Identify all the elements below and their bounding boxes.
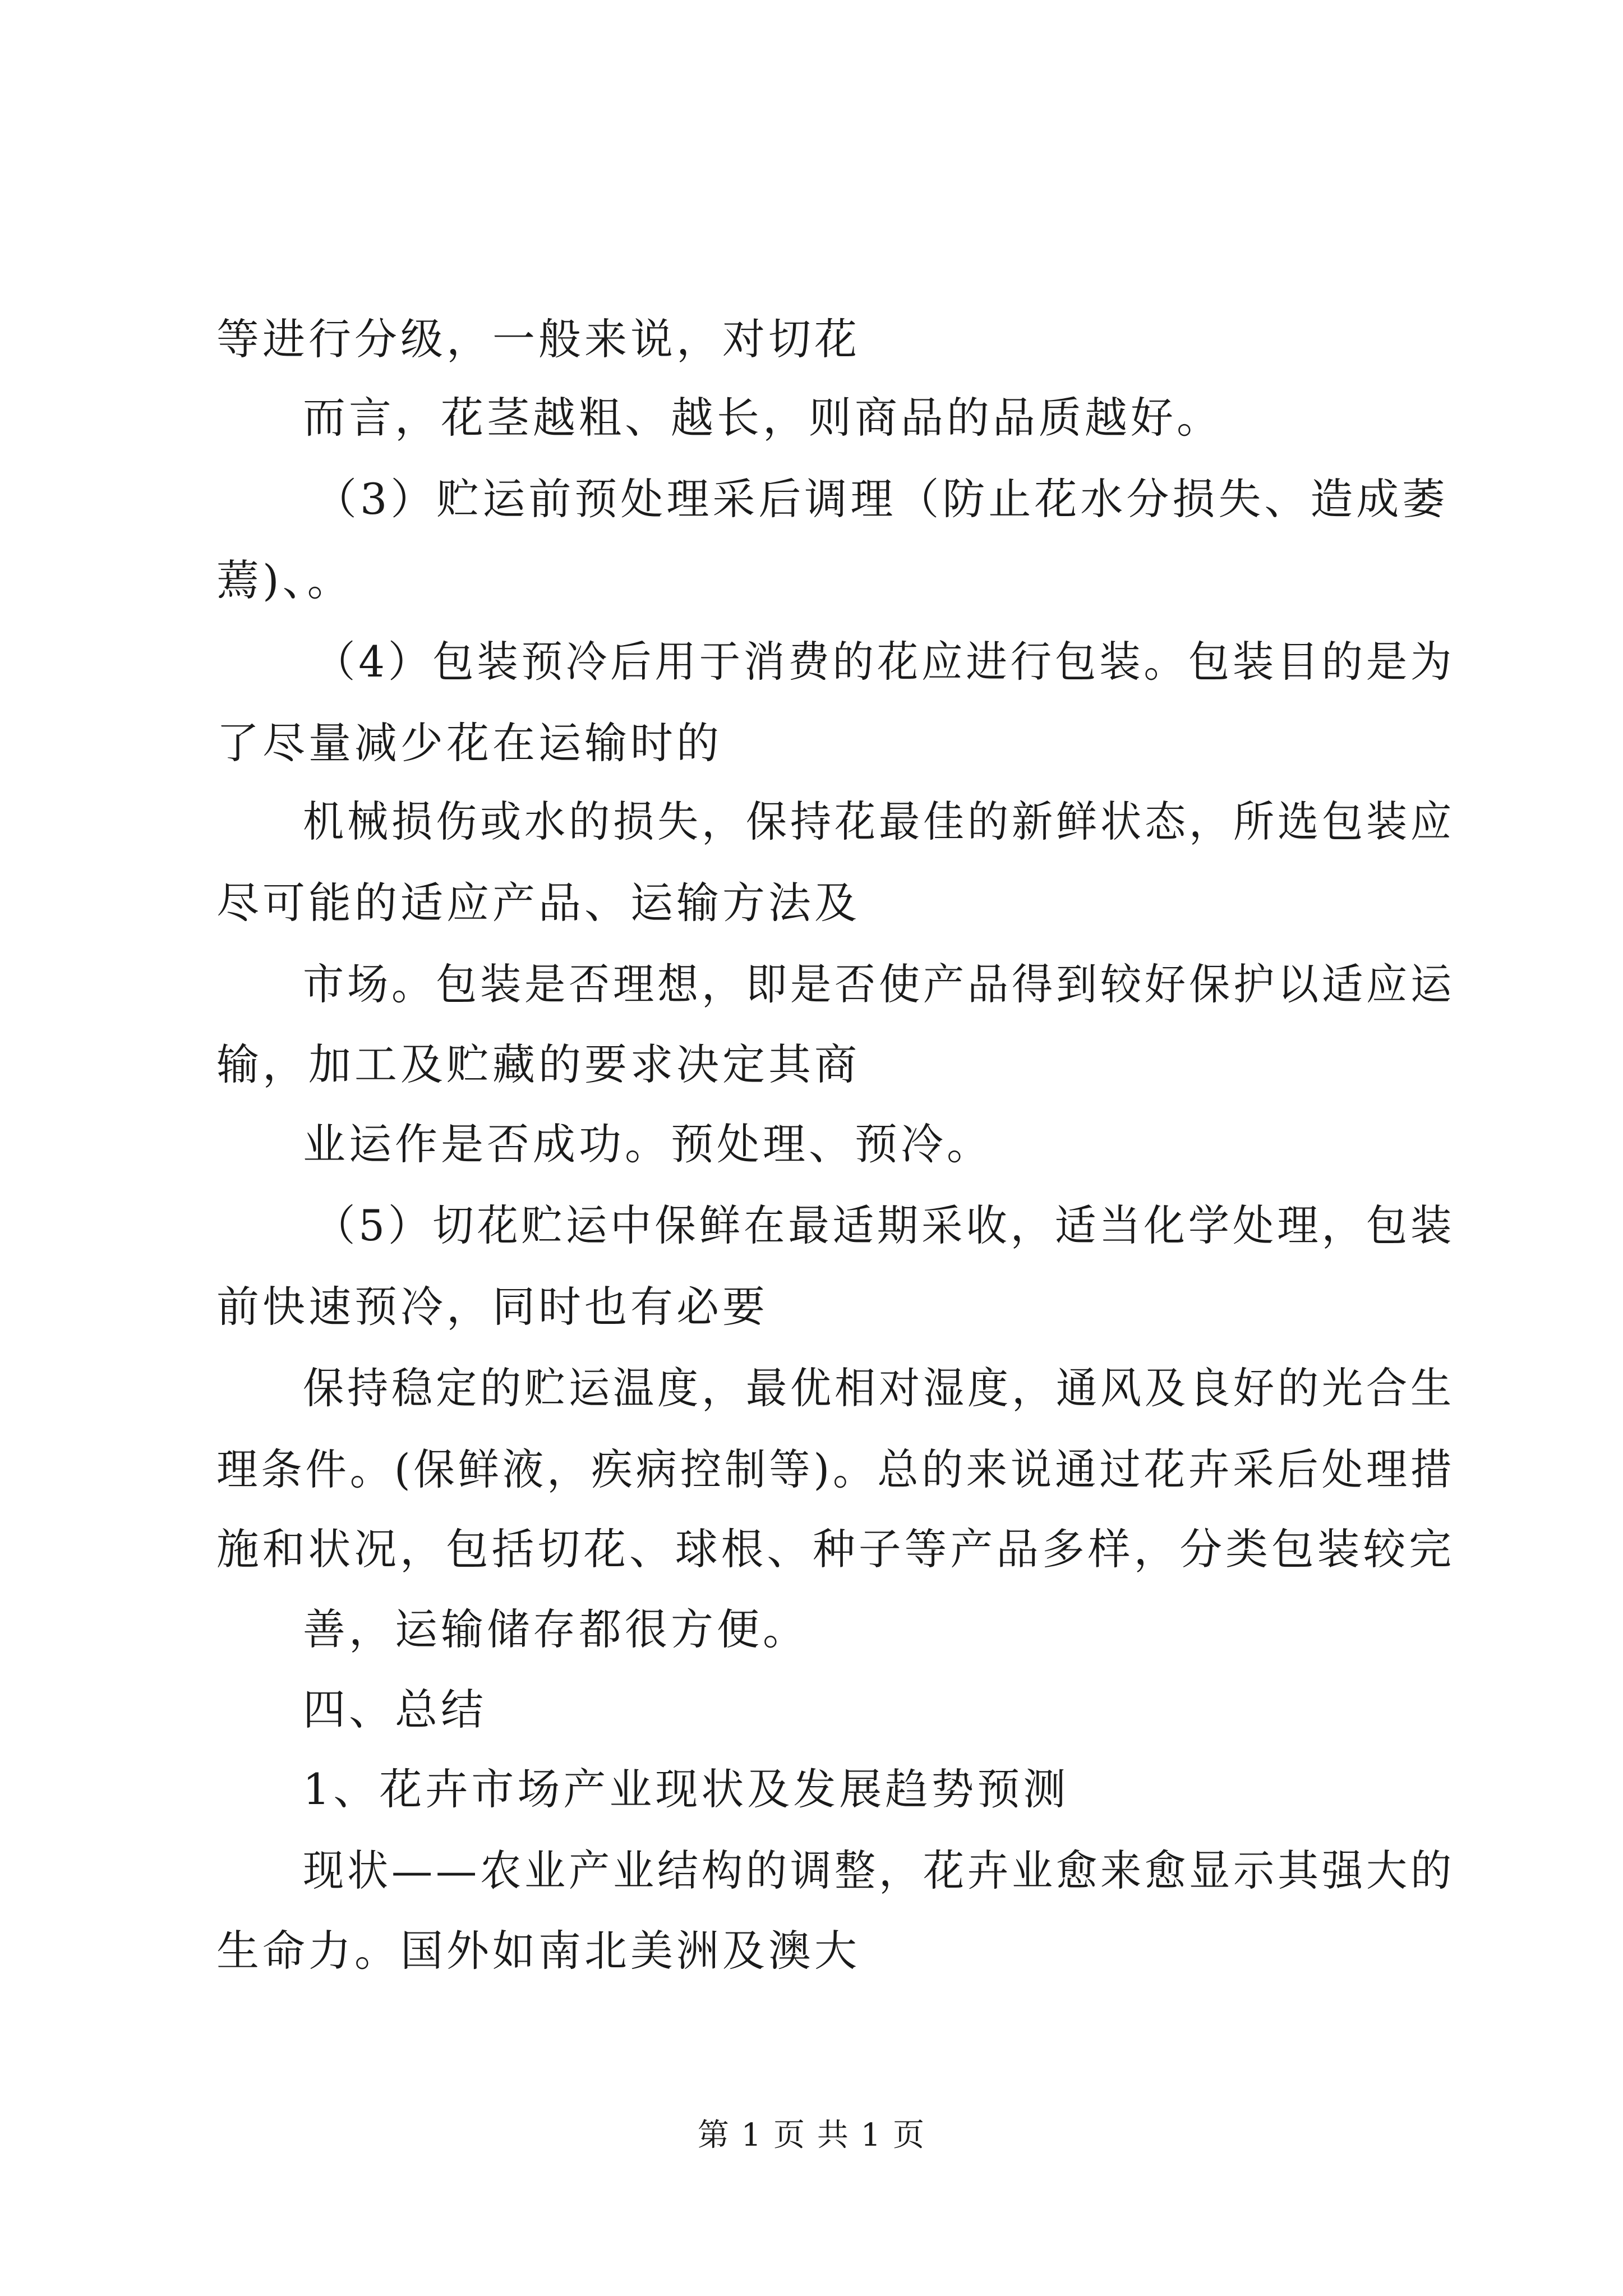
subsection-heading: 1、花卉市场产业现状及发展趋势预测 [303,1764,1069,1814]
page-footer: 第 1 页 共 1 页 [697,2117,926,2154]
text-line: 前快速预冷，同时也有必要 [216,1282,768,1332]
text-line: 输，加工及贮藏的要求决定其商 [216,1039,860,1089]
text-line: （3）贮运前预处理采后调理（防止花水分损失、造成萎 [314,474,1449,524]
text-line: 尽可能的适应产品、运输方法及 [216,878,860,928]
text-line: 现状——农业产业结构的调整，花卉业愈来愈显示其强大的 [303,1846,1455,1895]
text-line: 蔫)、。 [216,555,353,605]
text-line: 而言，花茎越粗、越长，则商品的品质越好。 [303,393,1223,443]
text-line: 业运作是否成功。预处理、预冷。 [303,1119,993,1169]
text-line: （5）切花贮运中保鲜在最适期采收，适当化学处理，包装 [314,1200,1455,1250]
text-line: 等进行分级，一般来说，对切花 [216,314,860,364]
text-line: 施和状况，包括切花、球根、种子等产品多样，分类包装较完 [216,1524,1455,1574]
text-line: 善，运输储存都很方便。 [303,1604,809,1654]
text-line: 保持稳定的贮运温度，最优相对湿度，通风及良好的光合生 [303,1363,1455,1413]
text-line: （4）包装预冷后用于消费的花应进行包装。包装目的是为 [314,637,1455,687]
section-heading: 四、总结 [303,1685,487,1734]
text-line: 机械损伤或水的损失，保持花最佳的新鲜状态，所选包装应 [303,797,1455,846]
text-line: 理条件。(保鲜液，疾病控制等)。总的来说通过花卉采后处理措 [216,1444,1455,1494]
text-line: 市场。包装是否理想，即是否使产品得到较好保护以适应运 [303,959,1455,1009]
text-line: 生命力。国外如南北美洲及澳大 [216,1926,860,1976]
text-line: 了尽量减少花在运输时的 [216,718,722,768]
